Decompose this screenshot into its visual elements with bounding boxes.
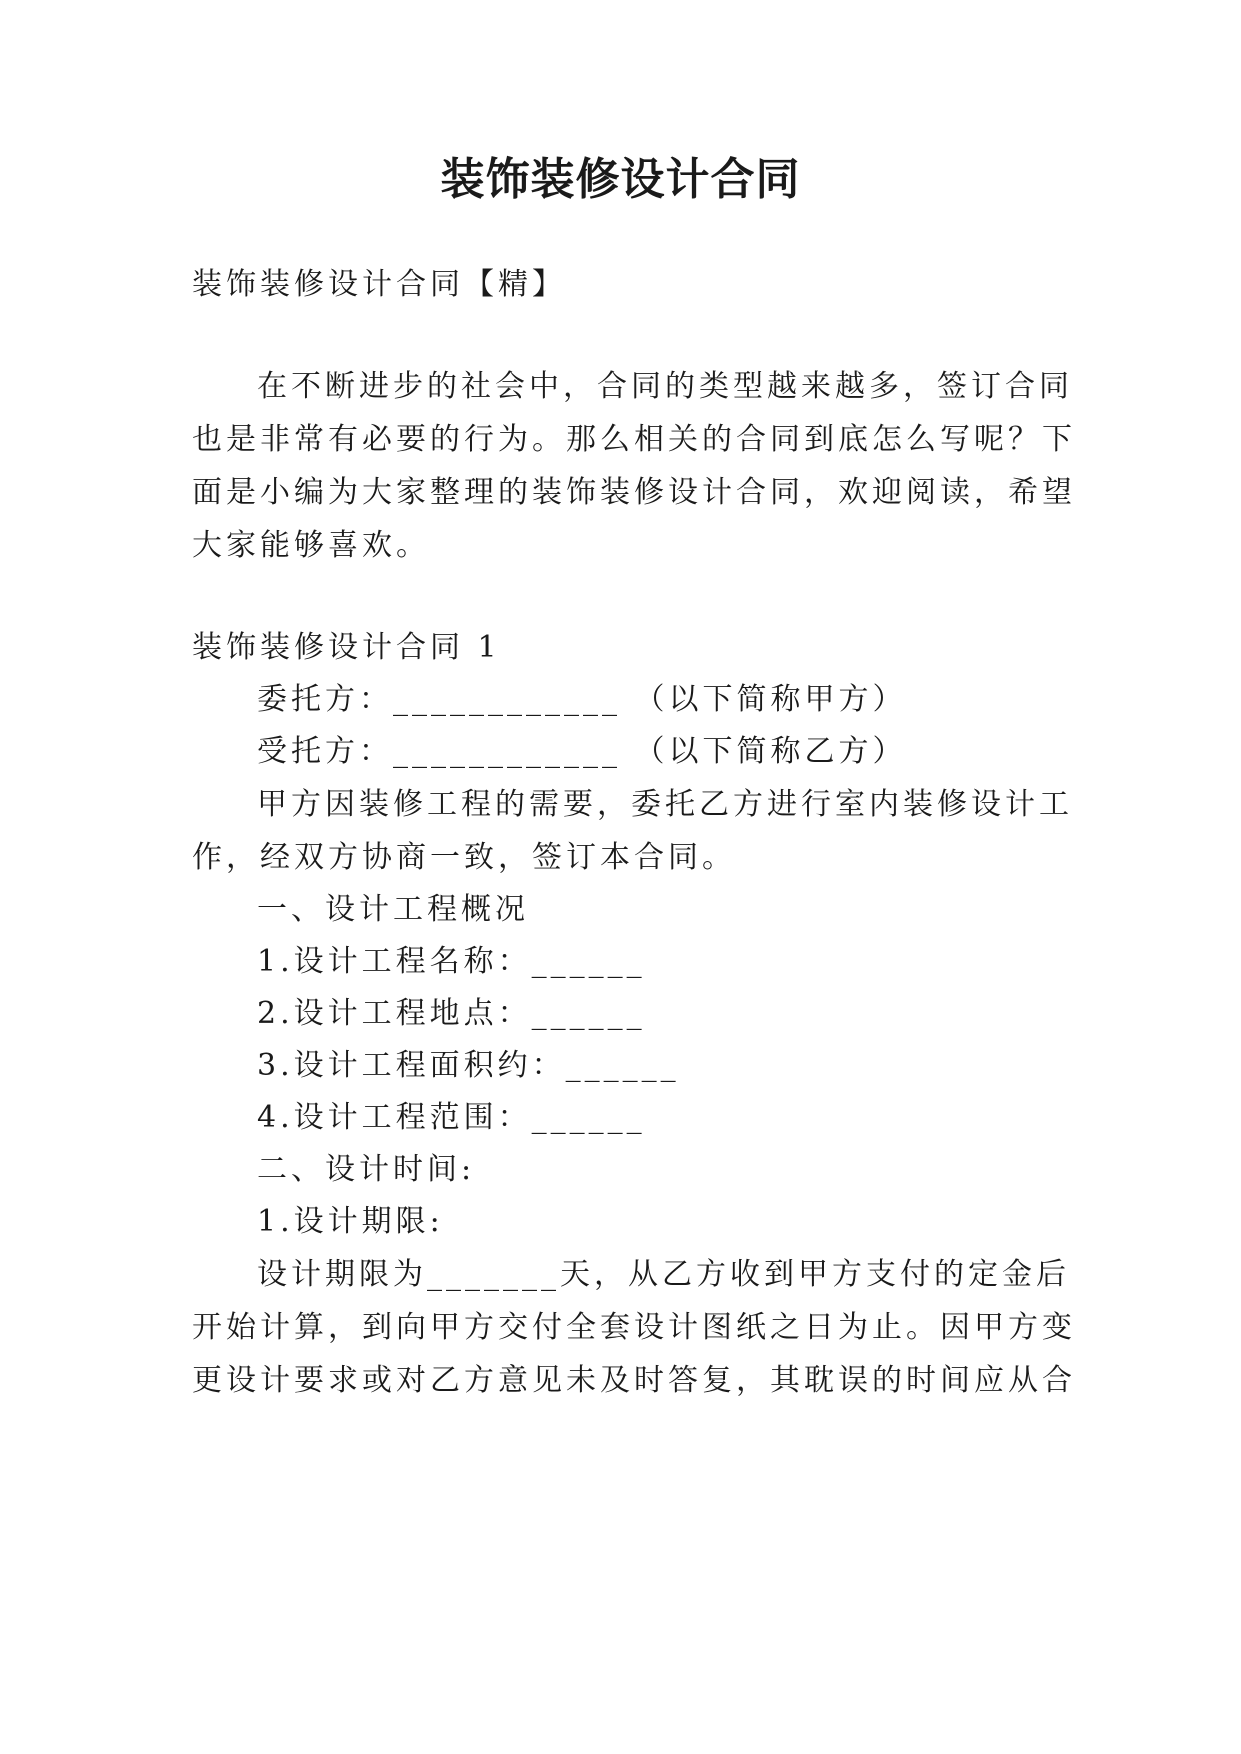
section1-item: 1.设计工程名称：______ (257, 944, 646, 979)
section-heading: 装饰装修设计合同 1 (192, 630, 501, 665)
intro-line: 大家能够喜欢。 (192, 528, 430, 563)
intro-line: 也是非常有必要的行为。那么相关的合同到底怎么写呢？下 (192, 422, 1076, 457)
preamble-line: 甲方因装修工程的需要，委托乙方进行室内装修设计工 (257, 787, 1073, 822)
section1-heading: 一、设计工程概况 (257, 892, 529, 927)
party-client: 委托方：____________ （以下简称甲方） (257, 682, 907, 717)
intro-line: 在不断进步的社会中，合同的类型越来越多，签订合同 (257, 369, 1073, 404)
section1-item: 4.设计工程范围：______ (257, 1100, 646, 1135)
section2-paragraph-line: 更设计要求或对乙方意见未及时答复，其耽误的时间应从合 (192, 1363, 1076, 1398)
intro-line: 面是小编为大家整理的装饰装修设计合同，欢迎阅读，希望 (192, 475, 1076, 510)
party-contractor: 受托方：____________ （以下简称乙方） (257, 734, 907, 769)
preamble-line: 作，经双方协商一致，签订本合同。 (192, 840, 736, 875)
section2-item: 1.设计期限: (257, 1204, 444, 1239)
section2-heading: 二、设计时间: (257, 1152, 476, 1187)
section2-paragraph-line: 设计期限为_______天，从乙方收到甲方支付的定金后 (257, 1257, 1070, 1292)
section1-item: 3.设计工程面积约：______ (257, 1048, 680, 1083)
section2-paragraph-line: 开始计算，到向甲方交付全套设计图纸之日为止。因甲方变 (192, 1310, 1076, 1345)
document-subtitle: 装饰装修设计合同【精】 (192, 267, 566, 302)
section1-item: 2.设计工程地点：______ (257, 996, 646, 1031)
document-title: 装饰装修设计合同 (440, 154, 801, 205)
